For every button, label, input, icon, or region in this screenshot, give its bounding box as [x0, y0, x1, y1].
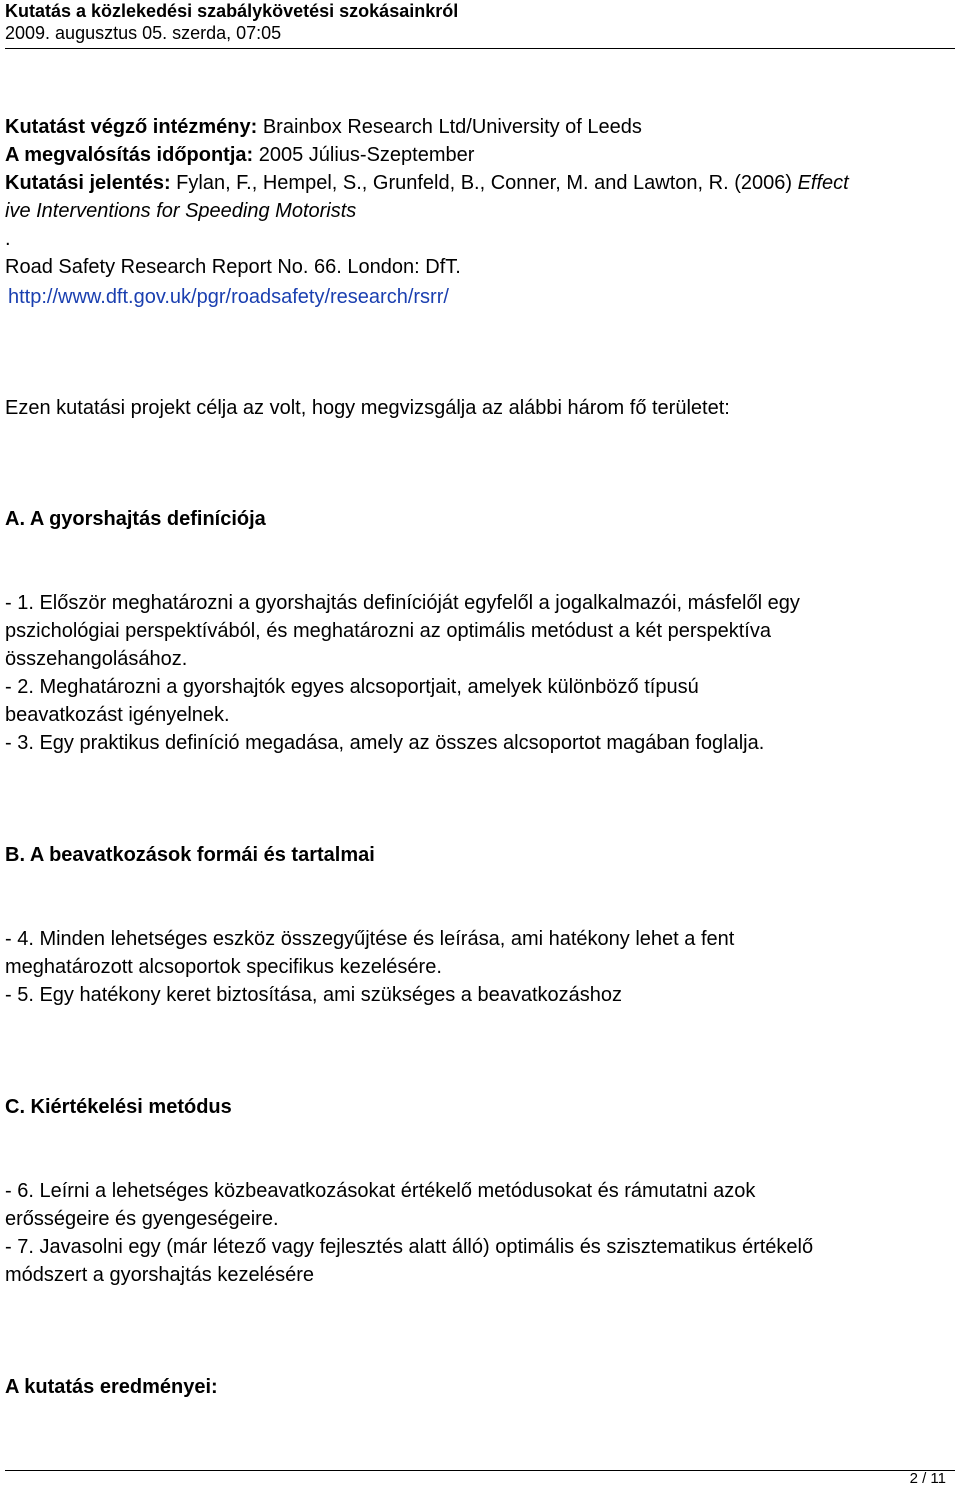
- report-label: Kutatási jelentés:: [5, 172, 171, 194]
- document-date: 2009. augusztus 05. szerda, 07:05: [5, 23, 282, 43]
- report-title-part2: ive Interventions for Speeding Motorists: [5, 200, 357, 222]
- results-heading: A kutatás eredményei:: [5, 1376, 218, 1398]
- report-dot: .: [5, 228, 11, 250]
- section-c-line-2: erősségeire és gyengeségeire.: [5, 1208, 279, 1230]
- section-a-line-3: összehangolásához.: [5, 648, 188, 670]
- section-a-heading: A. A gyorshajtás definíciója: [5, 508, 266, 530]
- section-b-heading: B. A beavatkozások formái és tartalmai: [5, 844, 375, 866]
- institution-line: [5, 113, 642, 141]
- section-c-line-1: - 6. Leírni a lehetséges közbeavatkozásokat értékelő metódusokat és rámutatni azok: [5, 1180, 756, 1202]
- institution-value: Brainbox Research Ltd/University of Leeds: [257, 116, 642, 138]
- section-a-line-1: - 1. Először meghatározni a gyorshajtás definícióját egyfelől a jogalkalmazói, másfelől egy: [5, 592, 800, 614]
- footer-divider: [5, 1470, 955, 1471]
- intro-text: Ezen kutatási projekt célja az volt, hogy megvizsgálja az alábbi három fő területet:: [5, 397, 730, 419]
- header-divider: [5, 48, 955, 49]
- page-header: [0, 0, 960, 50]
- period-value: 2005 Július-Szeptember: [253, 144, 475, 166]
- section-a-line-5: beavatkozást igényelnek.: [5, 704, 230, 726]
- page-number: 2 / 11: [909, 1470, 946, 1487]
- period-label: A megvalósítás időpontja:: [5, 144, 254, 166]
- section-b-line-2: meghatározott alcsoportok specifikus kezelésére.: [5, 956, 442, 978]
- period-line: [5, 141, 474, 169]
- section-a-line-6: - 3. Egy praktikus definíció megadása, amely az összes alcsoportot magában foglalja.: [5, 732, 765, 754]
- section-a-line-2: pszichológiai perspektívából, és meghatározni az optimális metódust a két perspektíva: [5, 620, 771, 642]
- report-value: Fylan, F., Hempel, S., Grunfeld, B., Conner, M. and Lawton, R. (2006): [170, 172, 798, 194]
- section-b-line-1: - 4. Minden lehetséges eszköz összegyűjtése és leírása, ami hatékony lehet a fent: [5, 928, 735, 950]
- section-c-heading: C. Kiértékelési metódus: [5, 1096, 232, 1118]
- report-link[interactable]: http://www.dft.gov.uk/pgr/roadsafety/research/rsrr/: [8, 286, 449, 308]
- report-line: [5, 169, 849, 197]
- document-title: Kutatás a közlekedési szabálykövetési szokásainkról: [5, 1, 459, 21]
- section-b-line-3: - 5. Egy hatékony keret biztosítása, ami szükséges a beavatkozáshoz: [5, 984, 622, 1006]
- report-title-part1: Effect: [797, 172, 849, 194]
- section-c-line-3: - 7. Javasolni egy (már létező vagy fejlesztés alatt álló) optimális és szisztematikus értékelő: [5, 1236, 814, 1258]
- report-series: Road Safety Research Report No. 66. London: DfT.: [5, 256, 461, 278]
- section-a-line-4: - 2. Meghatározni a gyorshajtók egyes alcsoportjait, amelyek különböző típusú: [5, 676, 699, 698]
- institution-label: Kutatást végző intézmény:: [5, 116, 258, 138]
- section-c-line-4: módszert a gyorshajtás kezelésére: [5, 1264, 315, 1286]
